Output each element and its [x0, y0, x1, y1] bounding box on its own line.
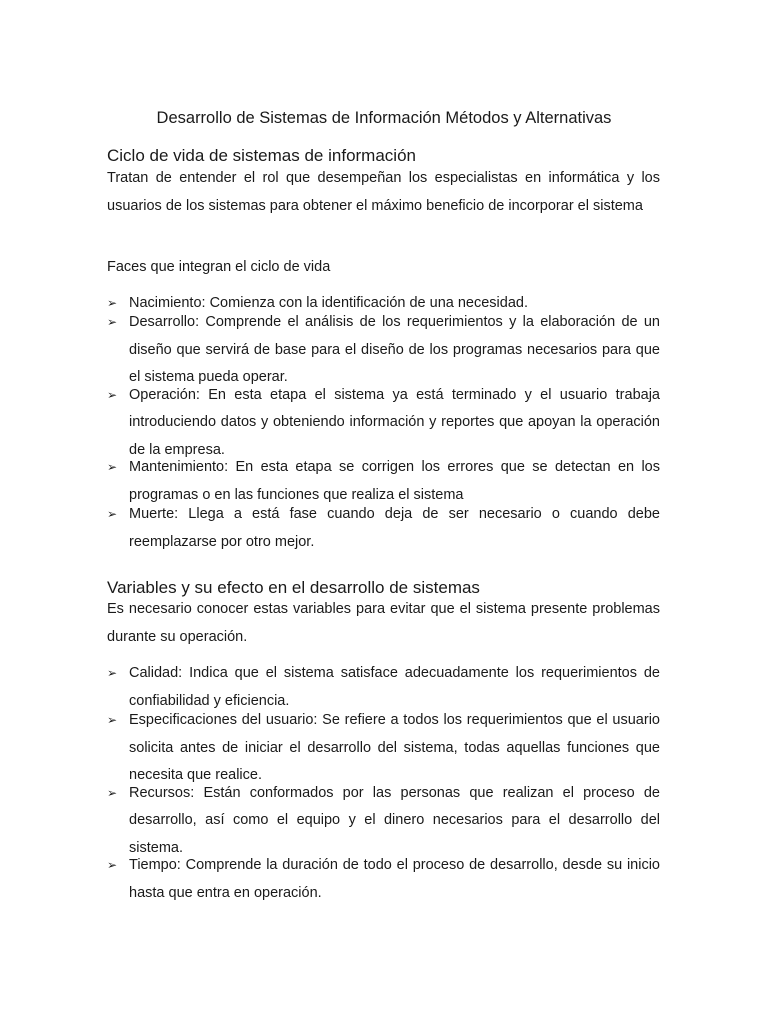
arrow-bullet-icon: ➢: [107, 507, 118, 521]
bullet-text-tiempo: Tiempo: Comprende la duración de todo el proceso de desarrollo, desde su inicio hasta que entra en operación.: [129, 857, 660, 901]
arrow-bullet-icon: ➢: [107, 858, 118, 872]
bullet-text-nacimiento: Nacimiento: Comienza con la identificación de una necesidad.: [129, 295, 528, 311]
list-item: [107, 780, 660, 863]
bullet-text-operacion: Operación: En esta etapa el sistema ya está terminado y el usuario trabaja introduciendo datos y obteniendo información y reportes que apoyan la operación de la empresa.: [129, 386, 660, 458]
arrow-bullet-icon: ➢: [107, 785, 118, 800]
section-intro-variables: Es necesario conocer estas variables para evitar que el sistema presente problemas durante su operación.: [107, 601, 660, 645]
list-item: [107, 382, 660, 465]
section-heading-variables: Variables y su efecto en el desarrollo de sistemas: [107, 578, 480, 597]
lifecycle-bullet-list: [107, 292, 660, 556]
bullet-text-mantenimiento: Mantenimiento: En esta etapa se corrigen los errores que se detectan en los programas o en las funciones que realiza el sistema: [129, 459, 660, 503]
section-intro-lifecycle: Tratan de entender el rol que desempeñan los especialistas en informática y los usuarios de los sistemas para obtener el máximo beneficio de incorporar el sistema: [107, 170, 660, 214]
variables-bullet-list: [107, 660, 660, 907]
list-item: [107, 501, 660, 556]
section-subintro-lifecycle: Faces que integran el ciclo de vida: [107, 259, 331, 275]
list-item: [107, 309, 660, 392]
list-item: [107, 707, 660, 790]
list-item: [107, 852, 660, 907]
arrow-bullet-icon: ➢: [107, 387, 118, 402]
arrow-bullet-icon: ➢: [107, 666, 118, 680]
document-title: Desarrollo de Sistemas de Información Métodos y Alternativas: [156, 109, 612, 127]
bullet-text-especificaciones: Especificaciones del usuario: Se refiere a todos los requerimientos que el usuario solicita antes de iniciar el desarrollo del sistema, todas aquellas funciones que necesita que realice.: [129, 712, 660, 783]
arrow-bullet-icon: ➢: [107, 296, 118, 310]
bullet-text-desarrollo: Desarrollo: Comprende el análisis de los requerimientos y la elaboración de un diseño que servirá de base para el diseño de los programas necesarios para que el sistema pueda operar.: [129, 314, 660, 385]
arrow-bullet-icon: ➢: [107, 460, 118, 474]
bullet-text-muerte: Muerte: Llega a está fase cuando deja de ser necesario o cuando debe reemplazarse por otro mejor.: [129, 506, 660, 550]
bullet-text-calidad: Calidad: Indica que el sistema satisface adecuadamente los requerimientos de confiabilidad y eficiencia.: [129, 665, 660, 709]
arrow-bullet-icon: ➢: [107, 315, 118, 329]
section-heading-lifecycle: Ciclo de vida de sistemas de información: [107, 146, 416, 165]
bullet-text-recursos: Recursos: Están conformados por las personas que realizan el proceso de desarrollo, así como el equipo y el dinero necesarios para el desarrollo del sistema.: [129, 784, 660, 856]
arrow-bullet-icon: ➢: [107, 713, 118, 727]
